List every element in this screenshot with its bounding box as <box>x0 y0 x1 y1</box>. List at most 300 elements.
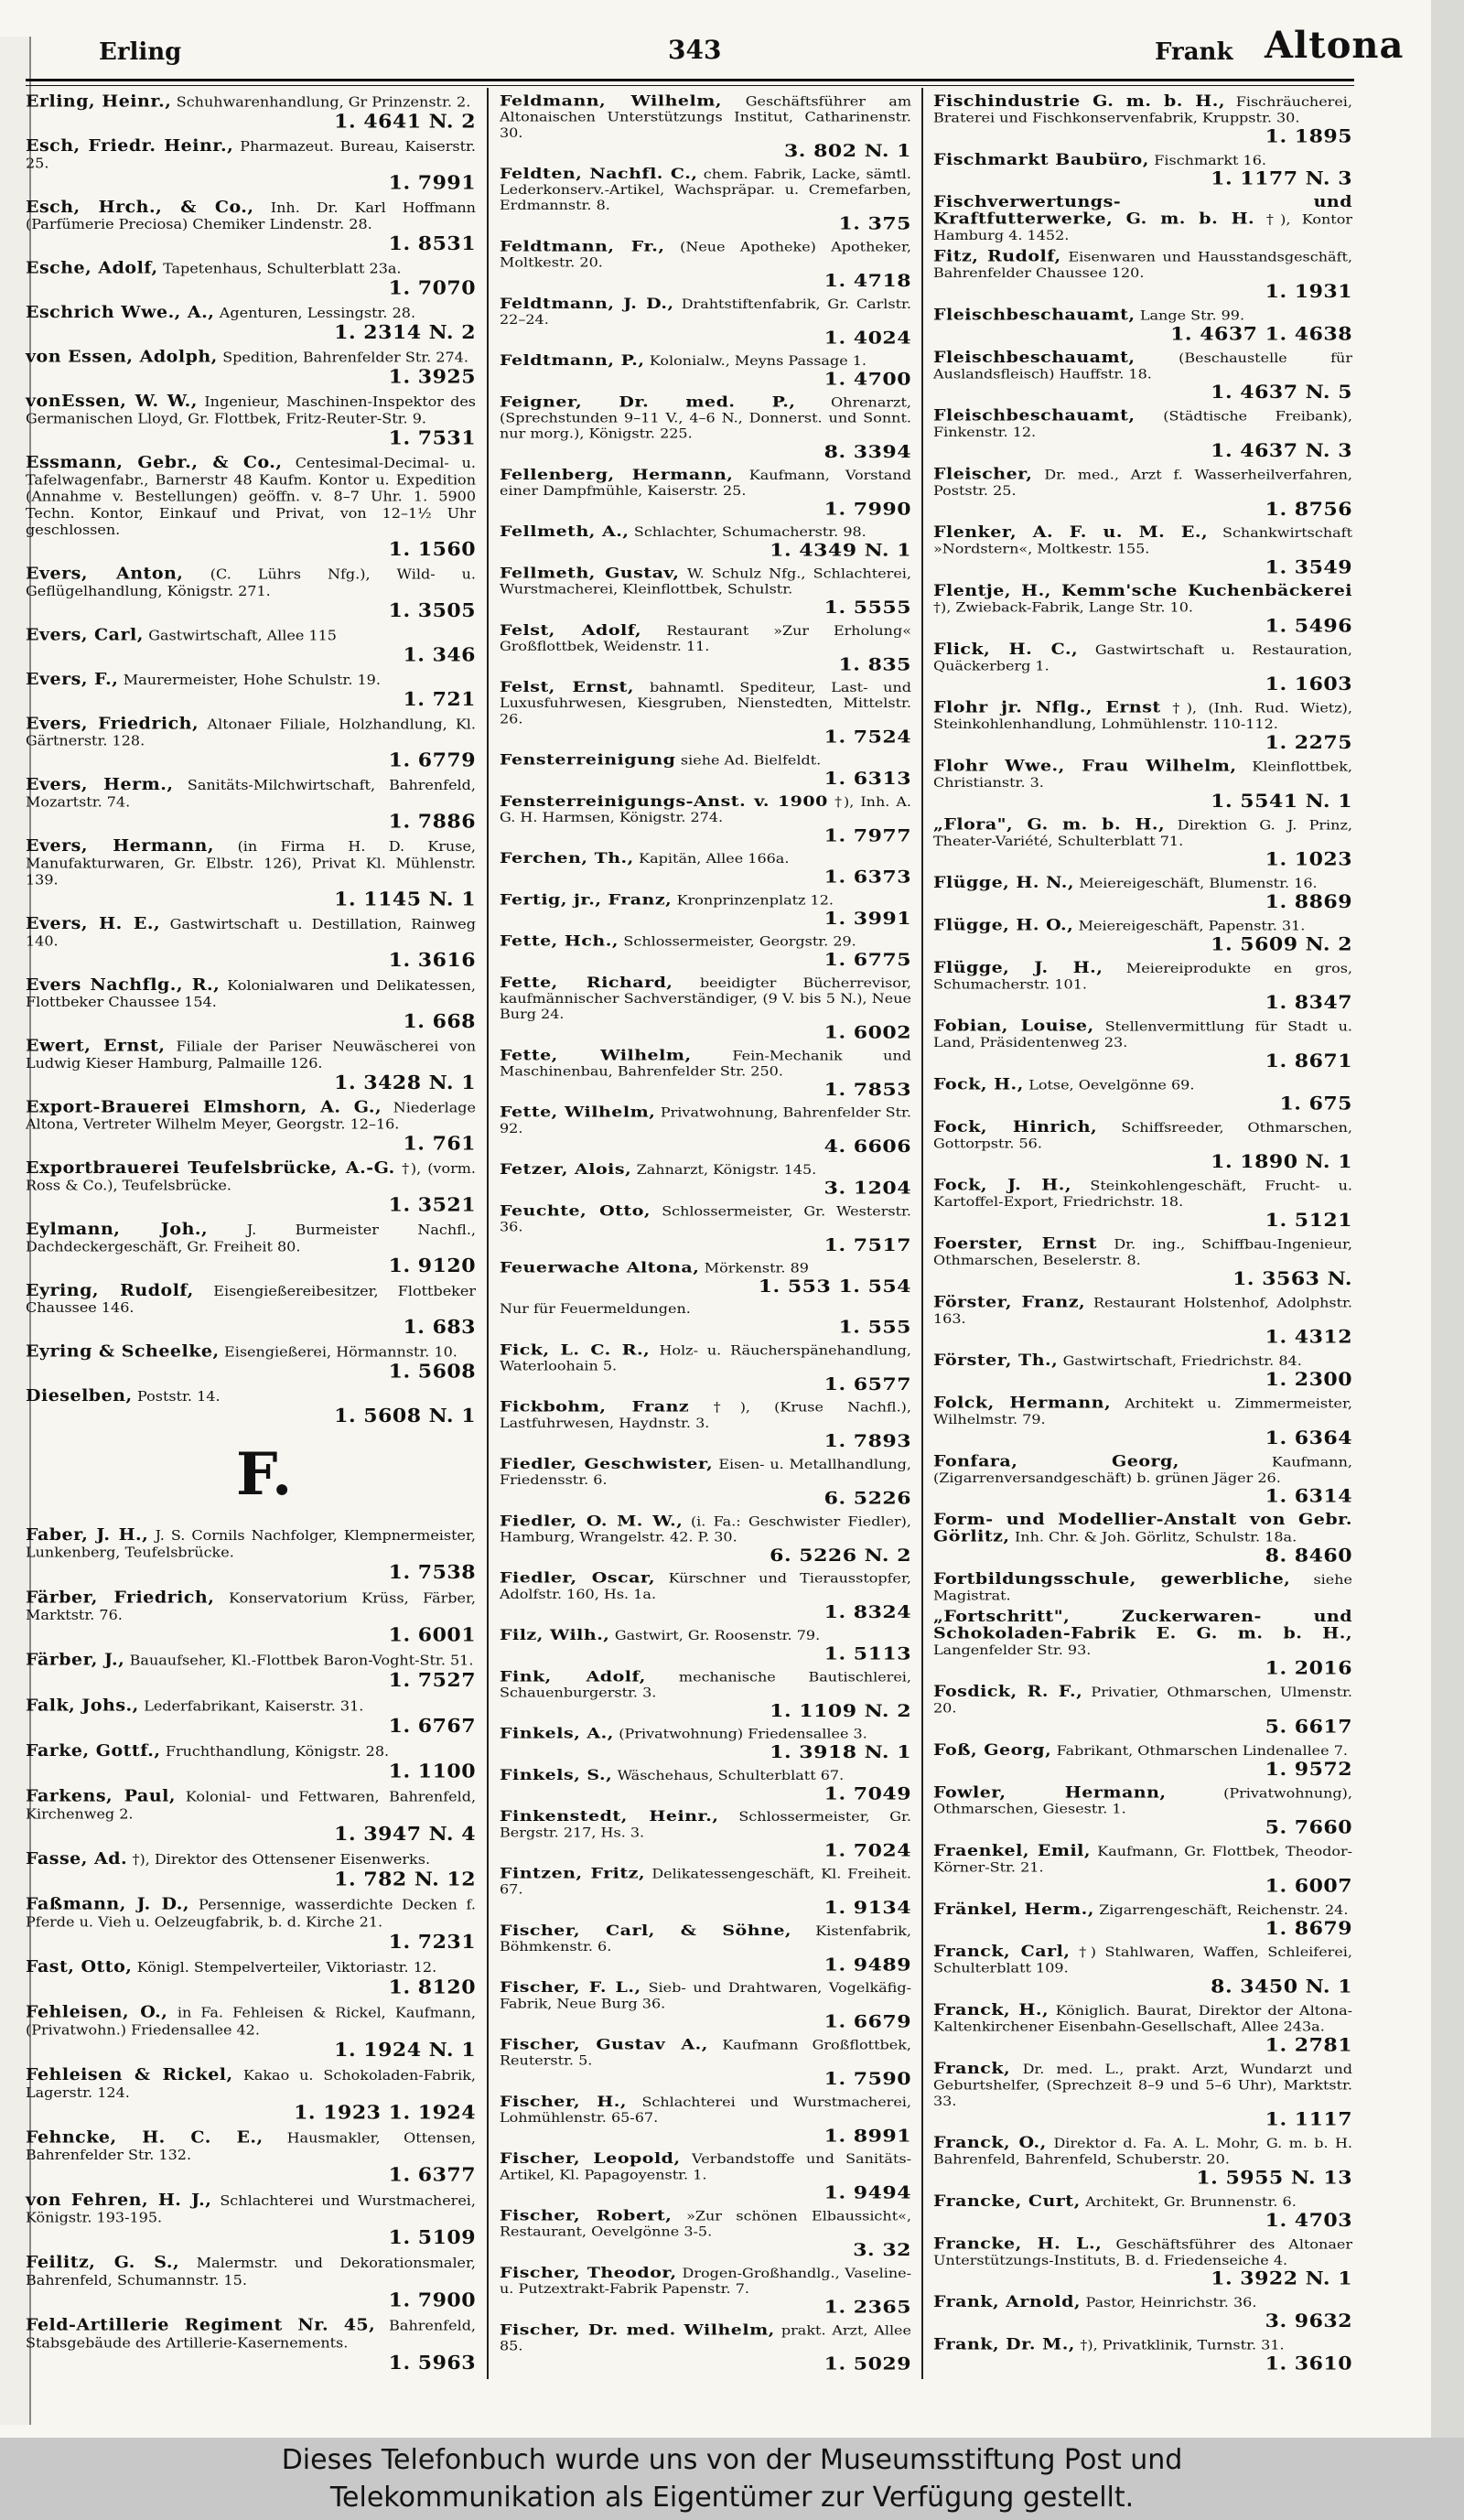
listing-name: Eylmann, Joh., <box>26 1220 209 1239</box>
listing-description: siehe Magistrat. <box>933 1571 1353 1603</box>
listing-phone-number: 1. 346 <box>403 644 476 666</box>
listing-entry <box>26 1896 476 1954</box>
listing-name: Evers, Carl, <box>26 625 144 645</box>
listing-name: Feldmann, Wilhelm, <box>500 92 722 110</box>
listing-entry <box>500 467 911 519</box>
listing-entry <box>500 1104 911 1157</box>
listing-entry <box>500 1726 911 1762</box>
listing-description: Königl. Stempelverteiler, Viktoriastr. 12. <box>136 1959 437 1976</box>
listing-name: Fellmeth, Gustav, <box>500 564 680 582</box>
listing-entry <box>933 2294 1352 2332</box>
listing-description: (C. Lührs Nfg.), Wild- u. Geflügelhandlung, Königstr. 271. <box>26 565 477 599</box>
listing-name: Fischer, Theodor, <box>500 2264 677 2282</box>
listing-entry <box>500 394 911 462</box>
listing-description: Delikatessengeschäft, Kl. Freiheit. 67. <box>500 1866 912 1898</box>
listing-entry <box>933 1512 1352 1566</box>
listing-name: Feuchte, Otto, <box>500 1201 651 1220</box>
listing-entry <box>933 1119 1352 1173</box>
listing-phone-number: 1. 375 <box>838 213 911 234</box>
listing-entry <box>500 1809 911 1861</box>
listing-name: Frank, Arnold, <box>933 2293 1082 2311</box>
listing-phone-number: 1. 5113 <box>824 1643 911 1664</box>
listing-name: Fette, Richard, <box>500 974 673 992</box>
footer-line-2: Telekommunikation als Eigentümer zur Verfügung gestellt. <box>329 2482 1135 2514</box>
listing-description: Steinkohlengeschäft, Frucht- u. Kartoffel-Export, Friedrichstr. 18. <box>933 1178 1353 1210</box>
listing-phone-number: 1. 2300 <box>1265 1369 1352 1391</box>
listing-description: Lotse, Oevelgönne 69. <box>1028 1077 1195 1093</box>
listing-name: Francke, H. L., <box>933 2235 1103 2253</box>
listing-description: (Privatwohnung), Othmarschen, Giesestr. 1. <box>933 1785 1352 1817</box>
column-a-top <box>26 93 476 1432</box>
listing-phone-number: 3. 1204 <box>824 1178 911 1199</box>
listing-description: Kakao u. Schokoladen-Fabrik, Lagerstr. 124. <box>26 2067 477 2101</box>
listing-description: Ohrenarzt, (Sprechstunden 9–11 V., 4–6 N., Donnerst. und Sonnt. nur morg.), Königstr. 225. <box>500 394 911 442</box>
listing-description: Eisen- u. Metallhandlung, Friedensstr. 6. <box>500 1457 911 1488</box>
listing-name: Foß, Georg, <box>933 1741 1052 1760</box>
listing-description: (Neue Apotheke) Apotheker, Moltkestr. 20. <box>500 239 911 271</box>
listing-description: Nur für Feuermeldungen. <box>500 1301 691 1317</box>
listing-phone-number: 1. 4718 <box>824 270 911 292</box>
listing-description: Verbandstoffe und Sanitäts-Artikel, Kl. Papagoyenstr. 1. <box>500 2151 911 2182</box>
listing-description: Kolonialw., Meyns Passage 1. <box>649 353 867 369</box>
listing-description: Restaurant »Zur Erholung« Großflottbek, Weidenstr. 11. <box>500 623 911 654</box>
listing-description: Schlachter, Schumacherstr. 98. <box>633 524 867 540</box>
listing-phone-number: 1. 6377 <box>388 2163 476 2187</box>
listing-entry <box>500 2094 911 2146</box>
listing-entry <box>933 1784 1352 1838</box>
listing-phone-number: 1. 6775 <box>824 949 911 971</box>
listing-description: Stellenvermittlung für Stadt u. Land, Präsidentenweg 23. <box>933 1018 1353 1050</box>
listing-description: Spedition, Bahrenfelder Str. 274. <box>222 349 468 366</box>
listing-entry <box>500 793 911 845</box>
listing-name: Franck, Carl, <box>933 1943 1071 1961</box>
listing-description: Schlachterei und Wurstmacherei, Königstr. 193-195. <box>26 2192 476 2226</box>
listing-description: Königlich. Baurat, Direktor der Altona-Kaltenkirchener Eisenbahn-Gesellschaft, Allee 243a. <box>933 2002 1353 2035</box>
listing-description: Ingenieur, Maschinen-Inspektor des Germanischen Lloyd, Gr. Flottbek, Fritz-Reuter-Str. 9. <box>26 393 477 427</box>
listing-entry <box>933 408 1352 462</box>
listing-name: Folck, Hermann, <box>933 1394 1112 1412</box>
listing-phone-number: 6. 5226 N. 2 <box>770 1545 911 1566</box>
listing-phone-number: 1. 8324 <box>824 1602 911 1623</box>
listing-entry <box>26 1160 476 1216</box>
column-b <box>500 93 911 2379</box>
listing-description: (Privatwohnung) Friedensallee 3. <box>619 1726 867 1742</box>
listing-name: Feldten, Nachfl. C., <box>500 165 698 183</box>
listing-phone-number: 1. 3925 <box>388 366 476 389</box>
listing-description: Kolonialwaren und Delikatessen, Flottbeker Chaussee 154. <box>26 977 477 1010</box>
listing-phone-number: 1. 3922 N. 1 <box>1211 2268 1352 2289</box>
listing-entry <box>500 1570 911 1622</box>
listing-name: Fleischbeschauamt, <box>933 348 1136 367</box>
listing-name: Evers, H. E., <box>26 914 161 933</box>
listing-entry <box>500 2208 911 2260</box>
listing-entry <box>26 1343 476 1383</box>
listing-name: Feuerwache Altona, <box>500 1259 700 1276</box>
listing-name: Fleischer, <box>933 465 1033 483</box>
listing-phone-number: 1. 6373 <box>824 867 911 888</box>
listing-description: Fabrikant, Othmarschen Lindenallee 7. <box>1056 1742 1348 1759</box>
listing-description: Mörkenstr. 89 <box>704 1260 809 1276</box>
listing-phone-number: 1. 7531 <box>388 427 476 449</box>
listing-name: Flügge, H. O., <box>933 916 1074 934</box>
listing-name: Fette, Wilhelm, <box>500 1046 692 1064</box>
listing-name: Feilitz, G. S., <box>26 2253 180 2272</box>
listing-name: Fränkel, Herm., <box>933 1901 1094 1919</box>
listing-entry <box>933 2337 1352 2375</box>
listing-name: Franck, O., <box>933 2134 1047 2152</box>
listing-entry <box>26 777 476 833</box>
listing-entry <box>933 194 1352 243</box>
listing-phone-number: 1. 6001 <box>388 1623 476 1647</box>
listing-entry <box>500 2322 911 2375</box>
listing-phone-number: 1. 5555 <box>824 597 911 619</box>
listing-phone-number: 1. 1145 N. 1 <box>334 888 476 910</box>
listing-entry <box>933 1077 1352 1115</box>
listing-name: Fiedler, O. M. W., <box>500 1512 684 1530</box>
listing-entry <box>26 915 476 971</box>
listing-phone-number: 1. 7049 <box>824 1783 911 1804</box>
listing-description: Fischräucherei, Braterei und Fischkonservenfabrik, Kruppstr. 30. <box>933 93 1352 125</box>
listing-phone-number: 1. 5496 <box>1265 615 1352 637</box>
listing-description: Centesimal-Decimal- u. Tafelwagenfabr., Barnerstr 48 Kaufm. Kontor u. Expedition (Annahme v. Bestellungen) geöffn. v. 8–7 Uhr. 1. 5900 Techn. Kontor, Einkauf und Privat, von 12–1½ Uhr geschlossen. <box>26 455 477 538</box>
listing-description: †), Kontor Hamburg 4. 1452. <box>933 211 1352 243</box>
listing-entry <box>933 524 1352 578</box>
listing-name: Flohr jr. Nflg., Ernst <box>933 698 1161 717</box>
column-divider <box>921 88 923 2379</box>
listing-name: Falk, Johs., <box>26 1696 139 1716</box>
listing-entry <box>933 2002 1352 2056</box>
page-number: 343 <box>668 35 722 65</box>
listing-description: †), (Kruse Nachfl.), Lastfuhrwesen, Haydnstr. 3. <box>500 1399 911 1431</box>
footer-notice <box>0 2438 1464 2520</box>
listing-description: Sanitäts-Milchwirtschaft, Bahrenfeld, Mozartstr. 74. <box>26 777 476 811</box>
listing-entry <box>933 1742 1352 1780</box>
listing-description: in Fa. Fehleisen & Rickel, Kaufmann, (Privatwohn.) Friedensallee 42. <box>26 2004 477 2039</box>
listing-name: Flentje, H., Kemm'sche Kuchenbäckerei <box>933 582 1352 600</box>
listing-phone-number: 1. 1924 N. 1 <box>334 2039 476 2062</box>
listing-description: J. S. Cornils Nachfolger, Klempnermeister, Lunkenberg, Teufelsbrücke. <box>26 1526 477 1561</box>
listing-description: »Zur schönen Elbaussicht«, Restaurant, Oevelgönne 3-5. <box>500 2208 911 2240</box>
listing-entry <box>500 93 911 161</box>
listing-description: Dr. ing., Schiffbau-Ingenieur, Othmarschen, Beselerstr. 8. <box>933 1236 1353 1268</box>
listing-description: Kolonial- und Fettwaren, Bahrenfeld, Kirchenweg 2. <box>26 1788 477 1823</box>
listing-phone-number: 1. 3428 N. 1 <box>334 1072 476 1094</box>
column-c <box>933 93 1352 2379</box>
listing-phone-number: 1. 1100 <box>388 1760 476 1783</box>
listing-phone-number: 1. 683 <box>403 1316 476 1339</box>
listing-phone-number: 5. 6617 <box>1265 1716 1352 1738</box>
listing-name: Essmann, Gebr., & Co., <box>26 453 283 472</box>
listing-entry <box>500 622 911 674</box>
listing-name: Fischer, Dr. med. Wilhelm, <box>500 2321 775 2339</box>
listing-entry <box>933 1352 1352 1390</box>
listing-name: Fleischbeschauamt, <box>933 306 1136 324</box>
listing-description: beeidigter Bücherrevisor, kaufmännischer Sachverständiger, (9 V. bis 5 N.), Neue Burg 24. <box>500 975 912 1022</box>
listing-description: Eisenwaren und Hausstandsgeschäft, Bahrenfelder Chaussee 120. <box>933 249 1352 281</box>
listing-phone-number: 1. 668 <box>403 1010 476 1033</box>
listing-name: Flügge, J. H., <box>933 958 1103 977</box>
listing-phone-number: 1. 6007 <box>1265 1875 1352 1897</box>
listing-entry <box>26 1742 476 1782</box>
listing-name: Evers, Friedrich, <box>26 714 199 733</box>
listing-entry <box>933 1843 1352 1897</box>
listing-entry <box>933 1609 1352 1679</box>
listing-phone-number: 1. 5608 N. 1 <box>334 1405 476 1427</box>
listing-entry <box>500 1866 911 1918</box>
listing-phone-number: 1. 5541 N. 1 <box>1211 791 1352 813</box>
listing-name: Finkels, A., <box>500 1725 614 1742</box>
listing-entry <box>500 1048 911 1100</box>
listing-description: Agenturen, Lessingstr. 28. <box>219 305 416 321</box>
column-divider <box>487 88 489 2379</box>
listing-name: Foerster, Ernst <box>933 1234 1097 1253</box>
listing-entry <box>933 350 1352 404</box>
listing-name: Förster, Th., <box>933 1352 1059 1370</box>
listing-entry <box>26 1696 476 1737</box>
listing-phone-number: 1. 3563 N. <box>1233 1268 1352 1290</box>
listing-description: Poststr. 14. <box>137 1388 221 1405</box>
listing-phone-number: 5. 7660 <box>1265 1817 1352 1838</box>
listing-phone-number: 1. 4637 N. 5 <box>1211 382 1352 404</box>
listing-description: (Städtische Freibank), Finkenstr. 12. <box>933 408 1353 440</box>
listing-name: Fensterreinigung <box>500 751 676 769</box>
listing-phone-number: 1. 2314 N. 2 <box>334 321 476 344</box>
listing-description: mechanische Bautischlerei, Schauenburgerstr. 3. <box>500 1669 912 1700</box>
listing-description: Gastwirtschaft u. Destillation, Rainweg 140. <box>26 916 476 950</box>
listing-entry <box>933 152 1352 189</box>
listing-description: Inh. Dr. Karl Hoffmann (Parfümerie Preciosa) Chemiker Lindenstr. 28. <box>26 199 476 232</box>
listing-name: Felst, Ernst, <box>500 678 634 696</box>
listing-description: Privatier, Othmarschen, Ulmenstr. 20. <box>933 1684 1352 1717</box>
listing-phone-number: 1. 1895 <box>1265 125 1352 147</box>
listing-description: prakt. Arzt, Allee 85. <box>500 2322 911 2353</box>
listing-description: Geschäftsführer des Altonaer Unterstützungs-Instituts, B. d. Friedenseiche 4. <box>933 2236 1352 2268</box>
listing-description: Kaufmann, Gr. Flottbek, Theodor-Körner-Str. 21. <box>933 1843 1353 1876</box>
listing-description: Direktion G. J. Prinz, Theater-Variété, Schulterblatt 71. <box>933 817 1352 849</box>
listing-name: Flenker, A. F. u. M. E., <box>933 523 1209 542</box>
listing-name: Esch, Hrch., & Co., <box>26 198 254 217</box>
header-rule-thin <box>26 85 1354 86</box>
listing-entry <box>26 627 476 666</box>
listing-entry <box>26 976 476 1032</box>
listing-name: Flick, H. C., <box>933 641 1079 659</box>
listing-description: Malermstr. und Dekorationsmaler, Bahrenfeld, Schumannstr. 15. <box>26 2255 477 2288</box>
listing-name: Fischer, Leopold, <box>500 2149 681 2168</box>
listing-entry <box>933 249 1352 303</box>
listing-phone-number: 1. 8991 <box>824 2126 911 2147</box>
listing-entry <box>26 1850 476 1890</box>
listing-entry <box>500 933 911 970</box>
listing-name: Fosdick, R. F., <box>933 1683 1083 1701</box>
listing-phone-number: 1. 7070 <box>388 277 476 300</box>
listing-entry <box>500 1767 911 1804</box>
listing-entry <box>26 2254 476 2311</box>
listing-name: Fasse, Ad. <box>26 1849 128 1868</box>
listing-description: Kleinflottbek, Christianstr. 3. <box>933 759 1352 791</box>
listing-phone-number: 1. 5121 <box>1265 1210 1352 1232</box>
listing-name: Fast, Otto, <box>26 1957 133 1976</box>
listing-description: Altonaer Filiale, Holzhandlung, Kl. Gärtnerstr. 128. <box>26 716 477 749</box>
listing-phone-number: 1. 9494 <box>824 2182 911 2203</box>
listing-entry <box>26 393 476 449</box>
listing-name: Exportbrauerei Teufelsbrücke, A.-G. <box>26 1158 395 1178</box>
listing-entry <box>933 1018 1352 1072</box>
listing-description: Kaufmann, Vorstand einer Dampfmühle, Kaiserstr. 25. <box>500 468 912 499</box>
listing-description: †) Stahlwaren, Waffen, Schleiferei, Schulterblatt 109. <box>933 1944 1353 1976</box>
listing-description: Bahrenfeld, Stabsgebäude des Artillerie-Kasernements. <box>26 2317 477 2352</box>
listing-description: Gastwirt, Gr. Roosenstr. 79. <box>614 1628 821 1643</box>
listing-entry <box>500 2151 911 2203</box>
listing-phone-number: 1. 8531 <box>388 232 476 255</box>
listing-phone-number: 1. 7893 <box>824 1431 911 1452</box>
listing-entry <box>26 93 476 133</box>
listing-name: Evers, Herm., <box>26 775 174 794</box>
listing-description: Drogen-Großhandlg., Vaseline- u. Putzextrakt-Fabrik Papenstr. 7. <box>500 2266 911 2297</box>
listing-name: Förster, Franz, <box>933 1293 1086 1311</box>
column-a-bottom <box>26 1526 476 2379</box>
listing-description: Tapetenhaus, Schulterblatt 23a. <box>163 260 402 277</box>
listing-description: Konservatorium Krüss, Färber, Marktstr. 76. <box>26 1589 476 1623</box>
listing-description: Kaufmann Großflottbek, Reuterstr. 5. <box>500 2037 911 2069</box>
listing-phone-number: 1. 8347 <box>1265 992 1352 1014</box>
listing-phone-number: 1. 8120 <box>388 1976 476 1999</box>
listing-description: bahnamtl. Spediteur, Last- und Luxusfuhrwesen, Kiesgruben, Nienstedten, Mittelstr. 26. <box>500 680 911 727</box>
listing-name: von Essen, Adolph, <box>26 348 218 367</box>
listing-entry <box>933 1901 1352 1939</box>
listing-entry <box>500 1399 911 1451</box>
listing-entry <box>933 1571 1352 1604</box>
listing-name: Fetzer, Alois, <box>500 1160 632 1179</box>
listing-description: Architekt u. Zimmermeister, Wilhelmstr. 79. <box>933 1395 1352 1427</box>
listing-description: chem. Fabrik, Lacke, sämtl. Lederkonserv.-Artikel, Wachspräpar. u. Cremefarben, Erdmannstr. 8. <box>500 167 911 213</box>
listing-entry <box>500 892 911 929</box>
listing-name: Fortbildungsschule, gewerbliche, <box>933 1569 1291 1588</box>
listing-entry <box>933 918 1352 955</box>
listing-description: Wäschehaus, Schulterblatt 67. <box>617 1768 845 1783</box>
listing-name: Fock, J. H., <box>933 1176 1071 1195</box>
listing-entry <box>26 1282 476 1338</box>
listing-description: Gastwirtschaft u. Restauration, Quäckerberg 1. <box>933 641 1352 673</box>
listing-entry <box>26 137 476 193</box>
listing-entry <box>26 349 476 388</box>
listing-description: W. Schulz Nfg., Schlachterei, Wurstmacherei, Kleinflottbek, Schulstr. <box>500 565 911 597</box>
listing-description: Meiereigeschäft, Papenstr. 31. <box>1078 918 1306 934</box>
listing-phone-number: 8. 8460 <box>1265 1545 1352 1567</box>
listing-description: Restaurant Holstenhof, Adolphstr. 163. <box>933 1295 1353 1327</box>
listing-description: Eisengießerei, Hörmannstr. 10. <box>224 1343 458 1361</box>
listing-entry <box>26 1038 476 1093</box>
listing-description: Gastwirtschaft, Friedrichstr. 84. <box>1062 1353 1302 1369</box>
listing-entry <box>26 2066 476 2124</box>
listing-phone-number: 1. 6364 <box>1265 1427 1352 1449</box>
listing-description: Holz- u. Räucherspänehandlung, Waterloohain 5. <box>500 1342 912 1373</box>
listing-phone-number: 3. 9632 <box>1265 2310 1352 2332</box>
listing-phone-number: 1. 7538 <box>388 1561 476 1584</box>
listing-name: Fick, L. C. R., <box>500 1341 651 1359</box>
listing-entry <box>500 1980 911 2032</box>
listing-phone-number: 1. 8756 <box>1265 499 1352 521</box>
listing-phone-number: 1. 5109 <box>388 2226 476 2249</box>
listing-name: Eyring & Scheelke, <box>26 1342 220 1362</box>
listing-name: Fickbohm, Franz <box>500 1398 690 1416</box>
listing-phone-number: 1. 2275 <box>1265 732 1352 754</box>
listing-name: Eyring, Rudolf, <box>26 1281 194 1300</box>
listing-name: Fobian, Louise, <box>933 1017 1094 1036</box>
listing-description: Pastor, Heinrichstr. 36. <box>1085 2295 1257 2310</box>
listing-entry <box>26 2004 476 2062</box>
listing-entry <box>26 1526 476 1584</box>
listing-description: Geschäftsführer am Altonaischen Unterstützungs Institut, Catharinenstr. 30. <box>500 93 911 141</box>
listing-entry <box>26 1788 476 1846</box>
listing-name: Evers, Hermann, <box>26 836 214 856</box>
header-rule <box>26 79 1354 81</box>
header-right-keyword: Frank <box>1155 38 1233 66</box>
listing-name: Faßmann, J. D., <box>26 1894 189 1914</box>
listing-name: Fischer, Robert, <box>500 2207 673 2224</box>
listing-phone-number: 1. 7886 <box>388 811 476 833</box>
listing-description: †), Privatklinik, Turnstr. 31. <box>1080 2337 1285 2353</box>
listing-entry <box>933 2061 1352 2130</box>
listing-entry <box>933 875 1352 912</box>
listing-entry <box>500 752 911 789</box>
listing-phone-number: 1. 9120 <box>388 1255 476 1277</box>
listing-phone-number: 1. 3947 N. 4 <box>334 1823 476 1846</box>
listing-name: Fraenkel, Emil, <box>933 1842 1092 1860</box>
listing-entry <box>933 583 1352 637</box>
listing-entry <box>500 239 911 291</box>
listing-name: Fischverwertungs- und Kraftfutterwerke, G. m. b. H. <box>933 193 1352 228</box>
listing-phone-number: 1. 5608 <box>388 1361 476 1383</box>
listing-entry <box>26 565 476 621</box>
listing-description: Drahtstiftenfabrik, Gr. Carlstr. 22–24. <box>500 296 912 328</box>
listing-phone-number: 1. 1560 <box>388 538 476 561</box>
listing-name: Fischmarkt Baubüro, <box>933 150 1149 169</box>
listing-entry <box>500 1342 911 1395</box>
listing-entry <box>500 353 911 390</box>
listing-phone-number: 1. 3991 <box>824 908 911 929</box>
header-city-name: Altona <box>1265 24 1405 67</box>
listing-name: Fensterreinigungs-Anst. v. 1900 <box>500 792 828 811</box>
listing-phone-number: 1. 1603 <box>1265 673 1352 695</box>
listing-phone-number: 1. 1109 N. 2 <box>770 1700 911 1721</box>
listing-name: Esch, Friedr. Heinr., <box>26 136 234 156</box>
listing-phone-number: 1. 4703 <box>1265 2210 1352 2232</box>
listing-phone-number: 1. 675 <box>1279 1093 1352 1115</box>
listing-entry <box>26 1099 476 1155</box>
listing-name: Filz, Wilh., <box>500 1626 610 1644</box>
listing-phone-number: 1. 5029 <box>824 2353 911 2375</box>
listing-name: Evers Nachflg., R., <box>26 975 221 995</box>
listing-name: Fellmeth, A., <box>500 522 630 541</box>
listing-entry <box>933 816 1352 870</box>
listing-description: Gastwirtschaft, Allee 115 <box>148 627 337 644</box>
listing-name: Fleischbeschauamt, <box>933 406 1136 425</box>
listing-description: (in Firma H. D. Kruse, Manufakturwaren, Gr. Elbstr. 126), Privat Kl. Mühlenstr. 139. <box>26 838 476 888</box>
listing-entry <box>933 93 1352 147</box>
listing-entry <box>500 975 911 1042</box>
listing-name: von Fehren, H. J., <box>26 2190 212 2210</box>
listing-name: Faber, J. H., <box>26 1525 149 1545</box>
listing-description: (Beschaustelle für Auslandsfleisch) Hauffstr. 18. <box>933 350 1353 382</box>
listing-entry <box>933 1395 1352 1448</box>
listing-name: Fonfara, Georg, <box>933 1452 1179 1470</box>
listing-phone-number: 1. 6679 <box>824 2011 911 2032</box>
listing-description: Direktor d. Fa. A. L. Mohr, G. m. b. H. Bahrenfeld, Bahrenfeld, Schuberstr. 20. <box>933 2136 1353 2168</box>
listing-phone-number: 1. 1890 N. 1 <box>1211 1151 1352 1173</box>
listing-entry <box>26 1652 476 1692</box>
listing-name: „Flora", G. m. b. H., <box>933 815 1166 834</box>
listing-entry <box>500 1161 911 1198</box>
